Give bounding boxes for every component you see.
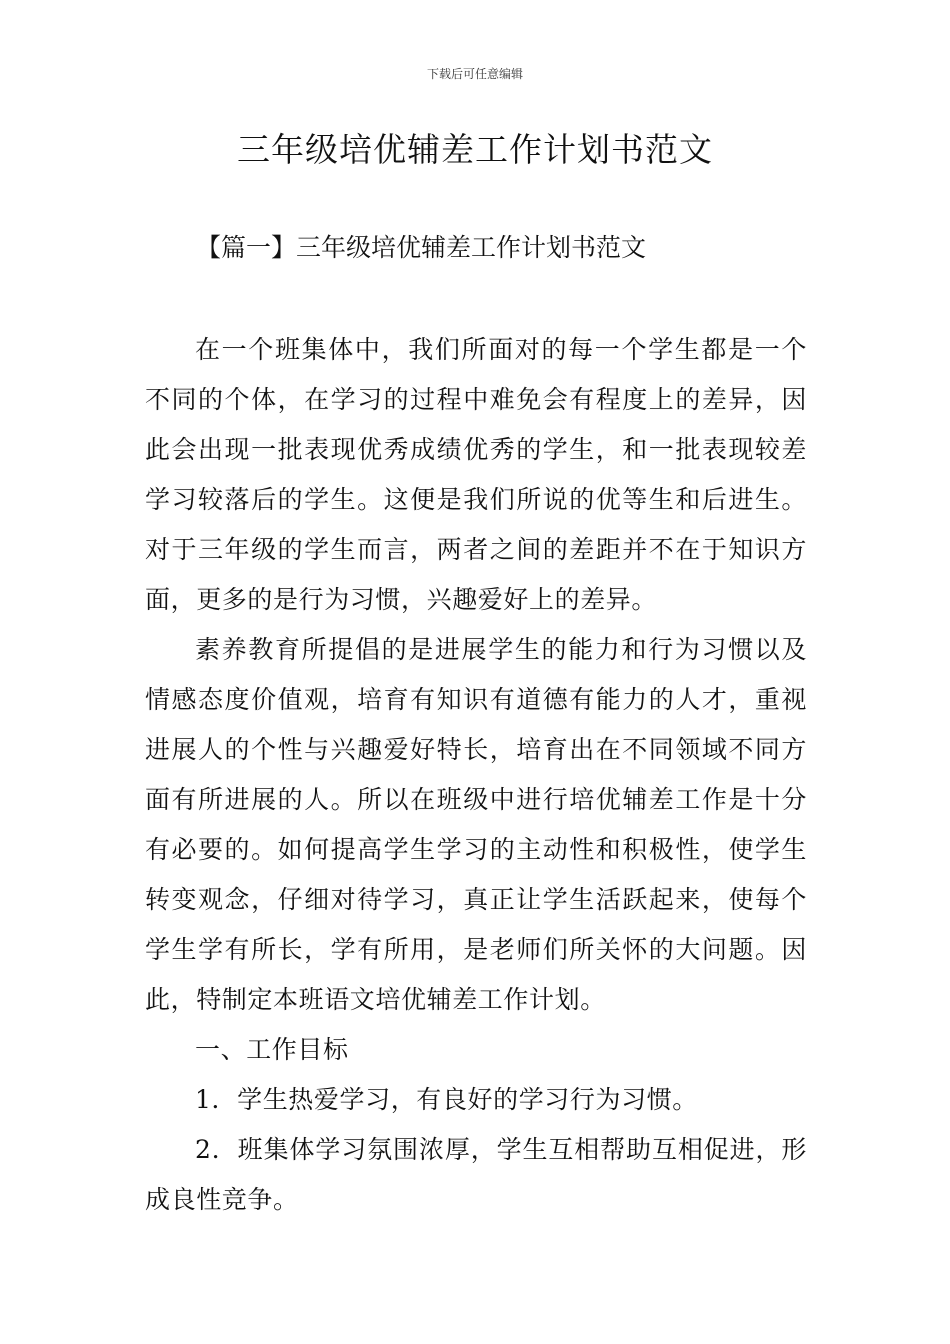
- body-text: [145, 325, 807, 1225]
- paragraph-quality-education: 素养教育所提倡的是进展学生的能力和行为习惯以及情感态度价值观，培育有知识有道德有能力的人才，重视进展人的个性与兴趣爱好特长，培育出在不同领域不同方面有所进展的人。所以在班级中进行培优辅差工作是十分有必要的。如何提高学生学习的主动性和积极性，使学生转变观念，仔细对待学习，真正让学生活跃起来，使每个学生学有所长，学有所用，是老师们所关怀的大问题。因此，特制定本班语文培优辅差工作计划。: [145, 635, 807, 1014]
- paragraph-intro: 在一个班集体中，我们所面对的每一个学生都是一个不同的个体，在学习的过程中难免会有程度上的差异，因此会出现一批表现优秀成绩优秀的学生，和一批表现较差学习较落后的学生。这便是我们所说的优等生和后进生。对于三年级的学生而言，两者之间的差距并不在于知识方面，更多的是行为习惯，兴趣爱好上的差异。: [145, 335, 807, 614]
- header-note: 下载后可任意编辑: [426, 67, 523, 81]
- paragraph-goal-2: 2．班集体学习氛围浓厚，学生互相帮助互相促进，形成良性竞争。: [145, 1135, 807, 1214]
- paragraph-goals-heading: 一、工作目标: [195, 1035, 349, 1064]
- document-title: 三年级培优辅差工作计划书范文: [237, 130, 713, 169]
- paragraph-goal-1: 1．学生热爱学习，有良好的学习行为习惯。: [195, 1085, 698, 1114]
- section-heading: 【篇一】三年级培优辅差工作计划书范文: [196, 233, 647, 262]
